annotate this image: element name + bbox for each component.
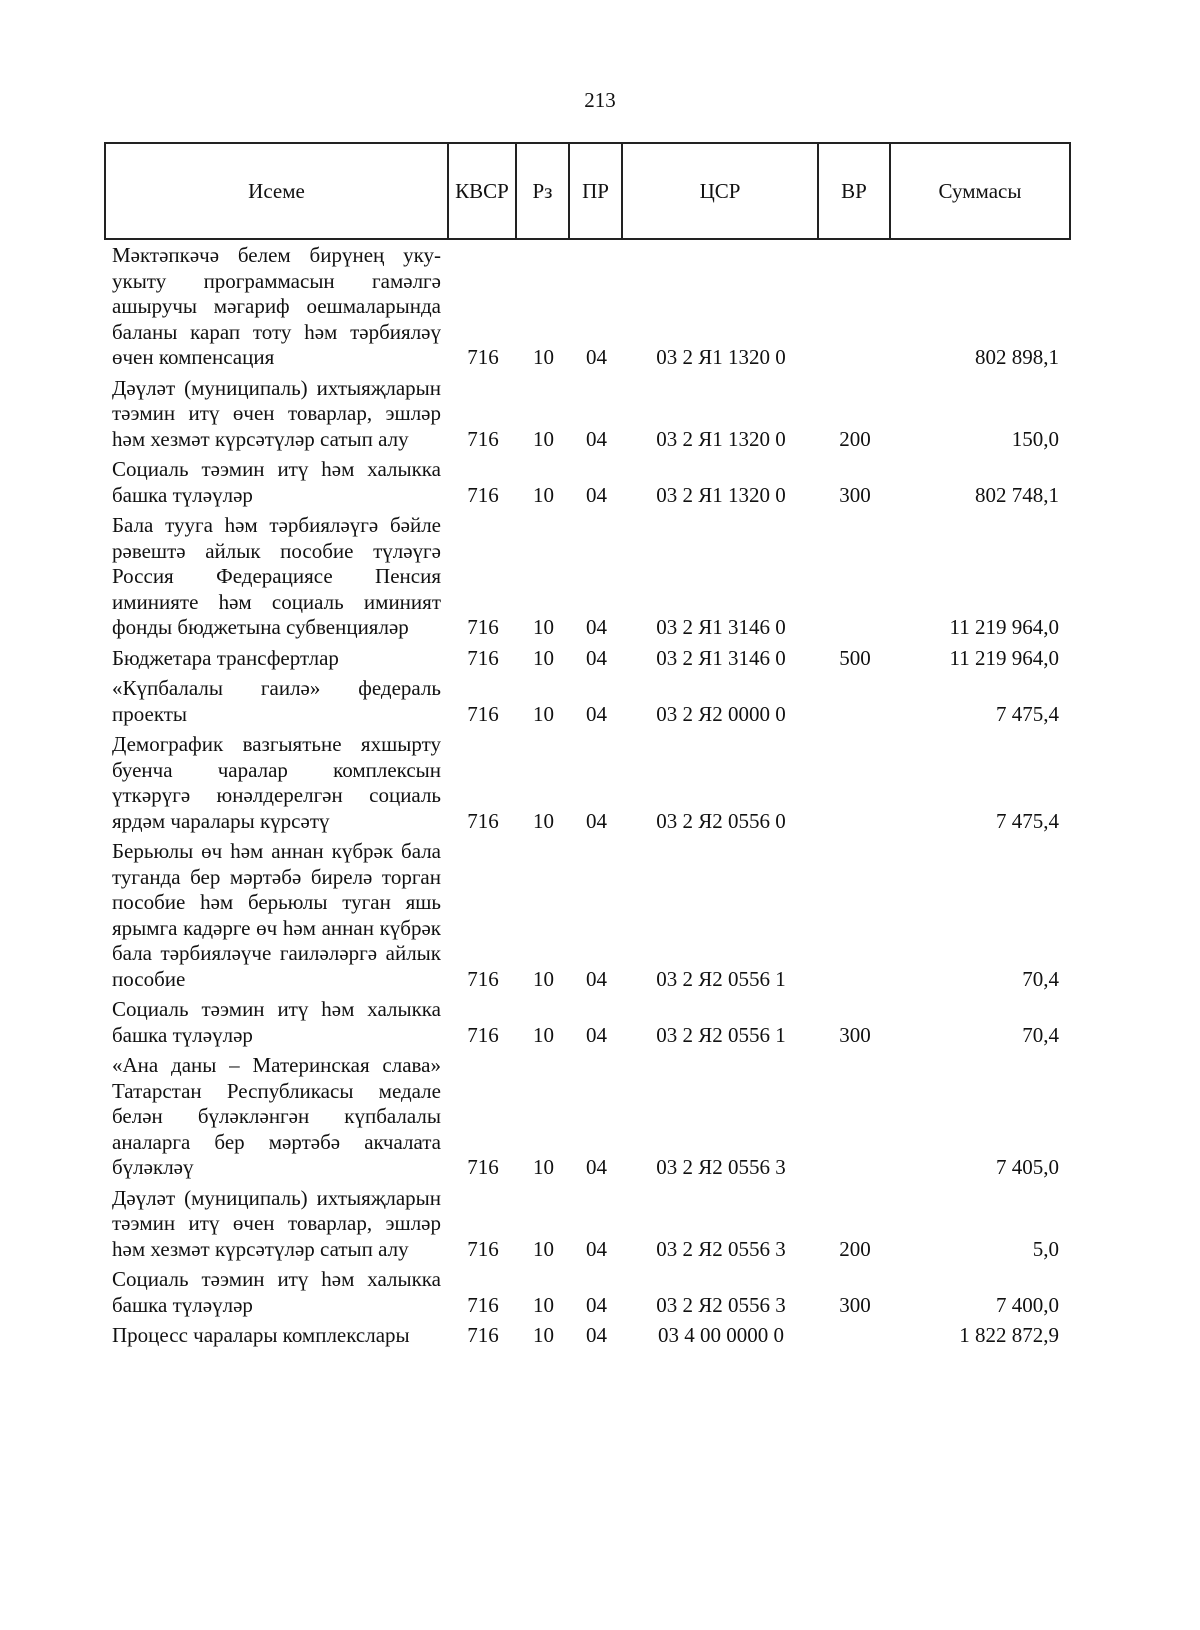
header-sum: Суммасы bbox=[890, 143, 1070, 239]
cell-name: Дәүләт (муниципаль) ихтыяҗларын тәэмин итү өчен товарлар, эшләр һәм хезмәт күрсәтүләр сатып алу bbox=[112, 375, 441, 451]
cell-kvsr: 716 bbox=[467, 1323, 499, 1347]
cell-name: «Күпбалалы гаилә» федераль проекты bbox=[112, 676, 441, 726]
cell-rz: 10 bbox=[533, 426, 554, 451]
cell-kvsr: 716 bbox=[467, 615, 499, 639]
table-row bbox=[104, 455, 1071, 511]
cell-kvsr: 716 bbox=[467, 1155, 499, 1179]
cell-kvsr: 716 bbox=[467, 1236, 499, 1261]
cell-kvsr: 716 bbox=[467, 426, 499, 451]
cell-kvsr: 716 bbox=[467, 1022, 499, 1047]
cell-sum: 7 475,4 bbox=[996, 701, 1059, 726]
table-row bbox=[104, 1184, 1071, 1266]
cell-sum: 7 475,4 bbox=[996, 808, 1059, 833]
cell-name: Демографик вазгыятьне яхшырту буенча чаралар комплексын үткәрүгә юнәлдерелгән социаль ярдәм чаралары күрсәтү bbox=[112, 732, 441, 833]
cell-kvsr: 716 bbox=[467, 701, 499, 726]
cell-rz: 10 bbox=[533, 701, 554, 726]
cell-vr: 200 bbox=[839, 426, 871, 451]
table-row bbox=[104, 374, 1071, 456]
cell-sum: 1 822 872,9 bbox=[959, 1323, 1059, 1347]
cell-pr: 04 bbox=[586, 645, 607, 670]
table-header bbox=[104, 142, 1071, 240]
table-row bbox=[104, 837, 1071, 995]
cell-rz: 10 bbox=[533, 345, 554, 369]
cell-vr bbox=[819, 1321, 891, 1352]
cell-rz: 10 bbox=[533, 1236, 554, 1261]
cell-pr: 04 bbox=[586, 482, 607, 507]
cell-name: Мәктәпкәчә белем бирүнең уку-укыту программасын гамәлгә ашыручы мәгариф оешмаларында баланы карап тоту һәм тәрбияләү өчен компенсация bbox=[112, 243, 441, 369]
cell-csr: 03 4 00 0000 0 bbox=[658, 1323, 784, 1347]
cell-csr: 03 2 Я1 1320 0 bbox=[656, 426, 786, 451]
budget-table bbox=[104, 241, 1071, 1352]
cell-pr: 04 bbox=[586, 1022, 607, 1047]
cell-name: Берьюлы өч һәм аннан күбрәк бала туганда бер мәртәбә бирелә торган пособие һәм берьюлы туган яшь ярымга кадәрге өч һәм аннан күбрәк бала тәрбияләүче гаиләләргә айлык пособие bbox=[112, 839, 441, 991]
table-row bbox=[104, 511, 1071, 644]
cell-csr: 03 2 Я2 0556 1 bbox=[656, 1022, 786, 1047]
cell-pr: 04 bbox=[586, 966, 607, 991]
cell-sum: 802 748,1 bbox=[975, 482, 1059, 507]
cell-name: Процесс чаралары комплекслары bbox=[112, 1323, 410, 1347]
cell-rz: 10 bbox=[533, 808, 554, 833]
cell-rz: 10 bbox=[533, 615, 554, 639]
cell-csr: 03 2 Я1 3146 0 bbox=[656, 615, 786, 639]
header-rz: Рз bbox=[516, 143, 569, 239]
cell-csr: 03 2 Я1 1320 0 bbox=[656, 482, 786, 507]
cell-csr: 03 2 Я1 3146 0 bbox=[656, 645, 786, 670]
cell-rz: 10 bbox=[533, 1155, 554, 1179]
cell-vr: 200 bbox=[839, 1236, 871, 1261]
cell-csr: 03 2 Я2 0556 1 bbox=[656, 966, 786, 991]
cell-sum: 70,4 bbox=[1022, 966, 1059, 991]
cell-pr: 04 bbox=[586, 701, 607, 726]
cell-csr: 03 2 Я2 0556 3 bbox=[656, 1292, 786, 1317]
table-row bbox=[104, 674, 1071, 730]
cell-vr bbox=[819, 837, 891, 995]
table-row bbox=[104, 1321, 1071, 1352]
cell-rz: 10 bbox=[533, 1292, 554, 1317]
cell-pr: 04 bbox=[586, 615, 607, 639]
cell-rz: 10 bbox=[533, 645, 554, 670]
cell-rz: 10 bbox=[533, 482, 554, 507]
cell-kvsr: 716 bbox=[467, 482, 499, 507]
header-name: Исеме bbox=[105, 143, 448, 239]
cell-kvsr: 716 bbox=[467, 808, 499, 833]
cell-sum: 5,0 bbox=[1032, 1236, 1059, 1261]
cell-sum: 11 219 964,0 bbox=[949, 645, 1059, 670]
cell-kvsr: 716 bbox=[467, 645, 499, 670]
cell-name: Социаль тәэмин итү һәм халыкка башка түләүләр bbox=[112, 457, 441, 507]
header-csr: ЦСР bbox=[622, 143, 818, 239]
cell-vr bbox=[819, 241, 891, 374]
cell-vr: 500 bbox=[839, 645, 871, 670]
table-row bbox=[104, 1051, 1071, 1184]
table-row bbox=[104, 995, 1071, 1051]
cell-kvsr: 716 bbox=[467, 345, 499, 369]
cell-vr bbox=[819, 511, 891, 644]
table-row bbox=[104, 1265, 1071, 1321]
cell-pr: 04 bbox=[586, 345, 607, 369]
cell-pr: 04 bbox=[586, 426, 607, 451]
cell-pr: 04 bbox=[586, 808, 607, 833]
cell-vr bbox=[819, 674, 891, 730]
table-row bbox=[104, 730, 1071, 837]
header-kvsr: КВСР bbox=[448, 143, 516, 239]
cell-rz: 10 bbox=[533, 1022, 554, 1047]
cell-name: Дәүләт (муниципаль) ихтыяҗларын тәэмин итү өчен товарлар, эшләр һәм хезмәт күрсәтүләр сатып алу bbox=[112, 1185, 441, 1261]
table-row bbox=[104, 644, 1071, 675]
cell-csr: 03 2 Я2 0000 0 bbox=[656, 701, 786, 726]
cell-pr: 04 bbox=[586, 1155, 607, 1179]
cell-pr: 04 bbox=[586, 1292, 607, 1317]
cell-kvsr: 716 bbox=[467, 1292, 499, 1317]
cell-csr: 03 2 Я2 0556 0 bbox=[656, 808, 786, 833]
cell-name: Социаль тәэмин итү һәм халыкка башка түләүләр bbox=[112, 997, 441, 1047]
cell-csr: 03 2 Я1 1320 0 bbox=[656, 345, 786, 369]
cell-rz: 10 bbox=[533, 1323, 554, 1347]
cell-name: Социаль тәэмин итү һәм халыкка башка түләүләр bbox=[112, 1267, 441, 1317]
cell-name: Бюджетара трансфертлар bbox=[112, 645, 339, 670]
cell-sum: 802 898,1 bbox=[975, 345, 1059, 369]
cell-name: «Ана даны – Материнская слава» Татарстан Республикасы медале белән бүләкләнгән күпбалалы аналарга бер мәртәбә акчалата бүләкләү bbox=[112, 1053, 441, 1179]
cell-pr: 04 bbox=[586, 1236, 607, 1261]
cell-vr: 300 bbox=[839, 482, 871, 507]
cell-sum: 7 400,0 bbox=[996, 1292, 1059, 1317]
header-vr: ВР bbox=[818, 143, 890, 239]
cell-sum: 70,4 bbox=[1022, 1022, 1059, 1047]
cell-csr: 03 2 Я2 0556 3 bbox=[656, 1155, 786, 1179]
cell-vr bbox=[819, 730, 891, 837]
cell-sum: 7 405,0 bbox=[996, 1155, 1059, 1179]
page-number: 213 bbox=[584, 88, 616, 112]
header-pr: ПР bbox=[569, 143, 622, 239]
table-row bbox=[104, 241, 1071, 374]
cell-csr: 03 2 Я2 0556 3 bbox=[656, 1236, 786, 1261]
cell-kvsr: 716 bbox=[467, 966, 499, 991]
cell-vr: 300 bbox=[839, 1292, 871, 1317]
cell-pr: 04 bbox=[586, 1323, 607, 1347]
cell-sum: 150,0 bbox=[1011, 426, 1059, 451]
cell-name: Бала тууга һәм тәрбияләүгә бәйле рәвештә айлык пособие түләүгә Россия Федерациясе Пенсия иминияте һәм социаль иминият фонды бюджетына субвенцияләр bbox=[112, 513, 441, 639]
cell-rz: 10 bbox=[533, 966, 554, 991]
cell-sum: 11 219 964,0 bbox=[949, 615, 1059, 639]
cell-vr bbox=[819, 1051, 891, 1184]
cell-vr: 300 bbox=[839, 1022, 871, 1047]
